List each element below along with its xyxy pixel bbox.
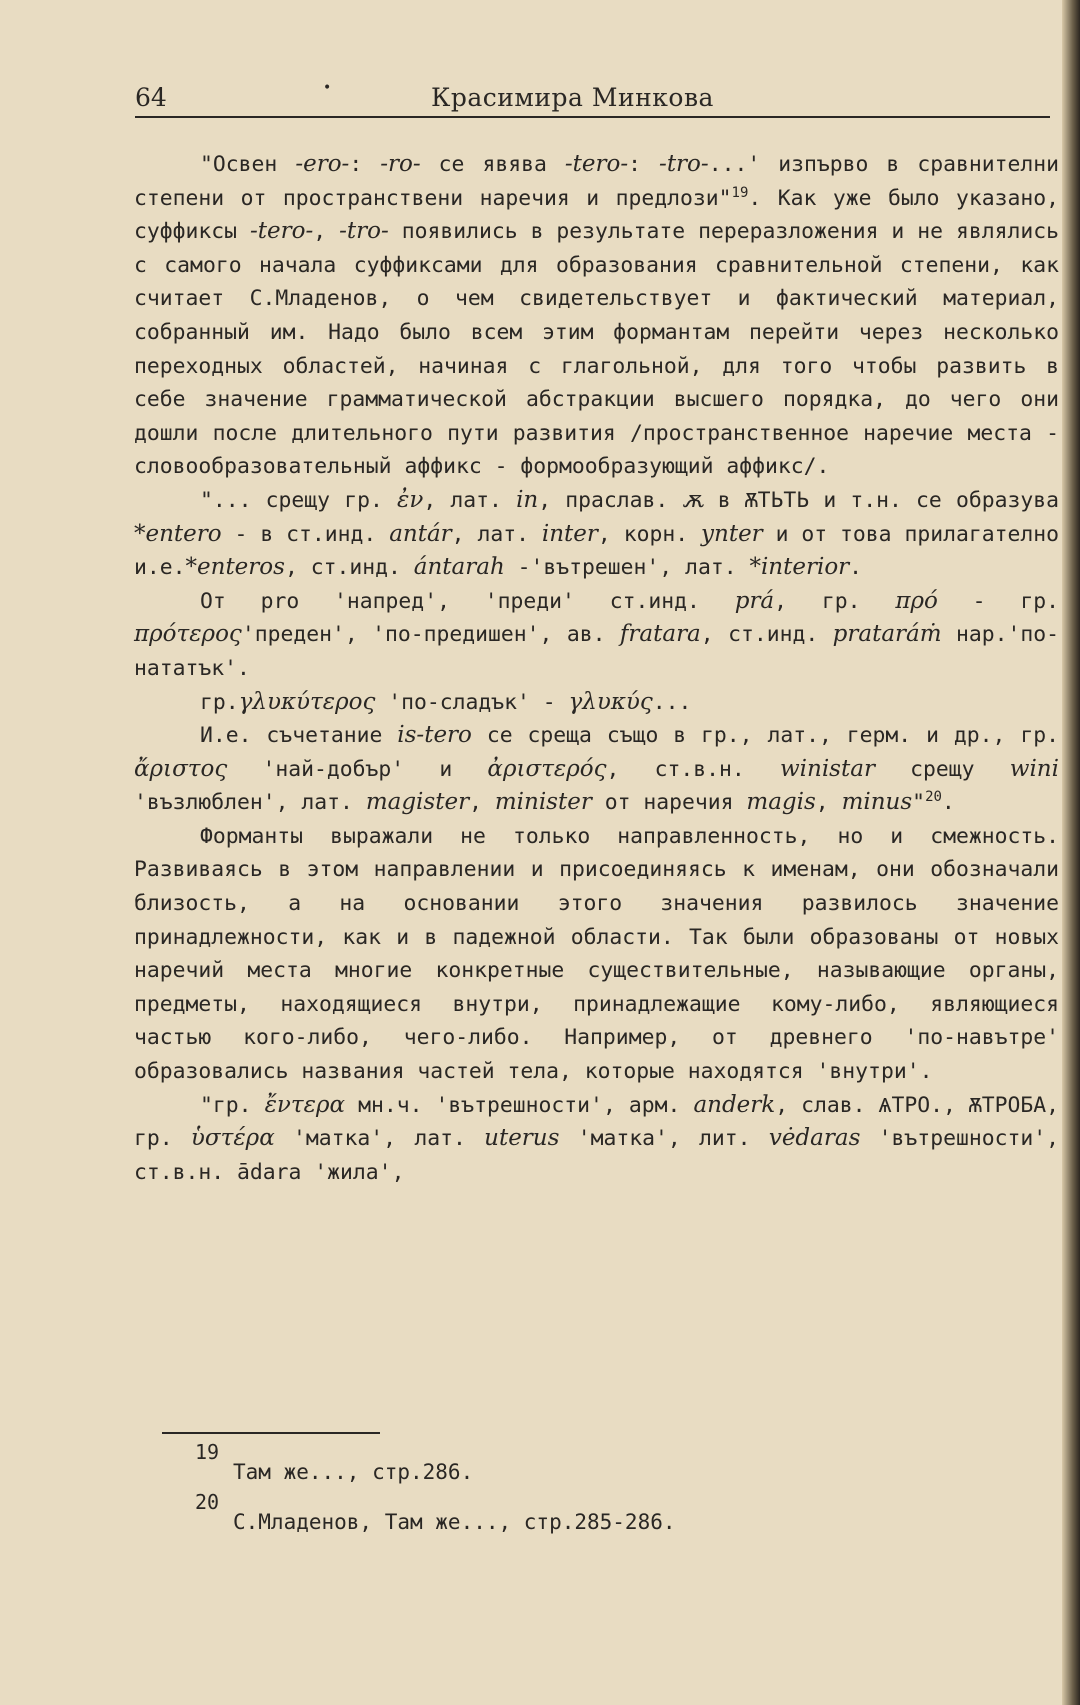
text-run: се среща също в гр., лат., герм. и др., гр.	[471, 723, 1059, 749]
handwritten-term: ἐν	[397, 486, 424, 513]
text-run: гр.	[200, 689, 239, 715]
text-run: "Освен	[200, 152, 296, 177]
handwritten-term: ἔντερα	[264, 1091, 346, 1118]
text-run: ...' изпърво в сравнителни степени от пространствени наречия и предлози"	[134, 152, 1059, 211]
handwritten-term: ynter	[701, 520, 763, 547]
handwritten-term: vėdaras	[768, 1125, 861, 1152]
handwritten-term: πρό	[895, 587, 938, 614]
text-run: "	[912, 790, 926, 816]
text-run: появились в результате переразложения и не являлись с самого начала суффиксами для образования сравнительной степени, как считает С.Младенов, о чем свидетельствует и фактический материал, собранный им. Надо было всем этим формантам перейти через несколько переходных областей, начиная с глагольной, для того чтобы развить в себе значение грамматической абстракции высшего порядка, до чего они дошли после длительного пути развития /пространственное наречие места - словообразовательный аффикс - формообразующий аффикс/.	[134, 219, 1059, 480]
text-run: нар.'по-нататък'.	[134, 622, 1059, 681]
handwritten-term: ѫ	[682, 486, 704, 513]
handwritten-term: πρότερος	[134, 621, 242, 648]
handwritten-term: antár	[389, 520, 452, 547]
text-run: , гр.	[774, 588, 896, 614]
handwritten-term: -ro-	[380, 151, 421, 177]
handwritten-term: minister	[494, 789, 592, 816]
handwritten-term: -tro-	[339, 218, 389, 245]
text-run: и от това прилагателно и.е.	[134, 521, 1060, 581]
text-run: 'матка', лит.	[559, 1126, 769, 1152]
handwritten-term: *enteros	[185, 554, 285, 581]
body-text	[134, 148, 1059, 1189]
handwritten-term: uterus	[484, 1125, 560, 1152]
handwritten-term: minus	[841, 789, 913, 816]
handwritten-term: is-tero	[397, 722, 472, 749]
text-run: , ст.инд.	[700, 622, 833, 648]
page-number: 64	[135, 83, 167, 112]
handwritten-term: magis	[746, 789, 816, 816]
handwritten-term: anderk	[693, 1091, 776, 1118]
header-dot: •	[323, 80, 332, 96]
paragraph-p2	[134, 484, 1059, 585]
handwritten-term: wini	[1009, 755, 1059, 782]
text-run: 'по-сладък' -	[375, 689, 569, 715]
text-run: :	[628, 152, 660, 177]
text-run: "... срещу гр.	[200, 487, 398, 513]
handwritten-term: -tro-	[659, 151, 709, 177]
paragraph-p7	[134, 1089, 1059, 1190]
handwritten-term: *interior	[749, 554, 850, 581]
handwritten-term: ὑστέρα	[190, 1125, 275, 1152]
handwritten-term: ἄριστος	[134, 755, 228, 782]
text-run: , лат.	[423, 487, 517, 513]
text-run: "гр.	[200, 1092, 265, 1118]
footnote-ref: 20	[925, 789, 942, 806]
footnote-rule	[162, 1432, 380, 1434]
page-edge-shadow	[1062, 0, 1080, 1705]
text-run: 'възлюблен', лат.	[134, 790, 366, 816]
handwritten-term: magister	[365, 789, 470, 816]
text-run: , праслав.	[538, 487, 683, 513]
text-run: 'матка', лат.	[274, 1126, 485, 1152]
footnote-text: Там же..., стр.286.	[233, 1460, 474, 1484]
text-run: срещу	[874, 756, 1010, 782]
text-run: Форманты выражали не только направленность, но и смежность. Развиваясь в этом направлении и присоединяясь к именам, они обозначали близость, а на основании этого значения развилось значение принадлежности, как и в падежной области. Так были образованы от новых наречий места многие конкретные существительные, называющие органы, предметы, находящиеся внутри, принадлежащие кому-либо, являющиеся частью кого-либо, чего-либо. Например, от древнего 'по-навътре' образовались названия частей тела, которые находятся 'внутри'.	[134, 823, 1059, 1085]
text-run: .	[941, 790, 955, 816]
handwritten-term: -tero-	[250, 218, 314, 245]
text-run: - в ст.инд.	[221, 521, 390, 547]
handwritten-term: inter	[541, 520, 598, 547]
paragraph-p1	[134, 148, 1059, 484]
paragraph-p4	[134, 686, 1059, 720]
running-header	[135, 80, 1050, 118]
handwritten-term: *entero	[134, 520, 222, 547]
text-run: :	[349, 152, 381, 177]
handwritten-term: fratara	[619, 621, 701, 648]
running-head-author: Красимира Минкова	[431, 83, 714, 112]
text-run: ,	[469, 790, 495, 816]
handwritten-term: prataráṁ	[832, 621, 942, 648]
footnote-number: 20	[195, 1490, 220, 1514]
paragraph-p5	[134, 719, 1059, 820]
handwritten-term: in	[516, 486, 539, 513]
text-run: И.е. съчетание	[200, 723, 398, 749]
text-run: , слав. ѦТРО., ѪТРОБА, гр.	[134, 1092, 1059, 1152]
handwritten-term: γλυκύς	[568, 688, 653, 715]
text-run: , корн.	[597, 521, 702, 547]
paragraph-p3	[134, 585, 1059, 686]
footnote-text: С.Младенов, Там же..., стр.285-286.	[233, 1510, 676, 1534]
text-run: 'най-добър' и	[227, 756, 488, 782]
text-run: . Как уже было указано, суффиксы	[134, 185, 1059, 245]
text-run: , лат.	[451, 521, 542, 547]
footnote-number: 19	[195, 1440, 220, 1464]
handwritten-term: winistar	[779, 755, 875, 782]
text-run: мн.ч. 'вътрешности', арм.	[345, 1092, 694, 1118]
text-run: .	[849, 555, 863, 581]
text-run: , ст.инд.	[284, 555, 414, 581]
handwritten-term: prá	[734, 587, 775, 614]
handwritten-term: γλυκύτερος	[238, 688, 376, 715]
footnote-ref: 19	[731, 184, 749, 201]
text-run: -'вътрешен', лат.	[504, 555, 750, 581]
text-run: - гр.	[937, 588, 1059, 614]
text-run: в ѪТЬТЬ и т.н. се образува	[703, 487, 1059, 513]
text-run: ...	[652, 689, 692, 715]
text-run: ,	[815, 790, 842, 816]
handwritten-term: ántarah	[413, 554, 505, 581]
text-run: 'преден', 'по-предишен', ав.	[241, 622, 620, 648]
text-run: от наречия	[591, 790, 747, 816]
text-run: ,	[313, 219, 340, 245]
text-run: 'вътрешности', ст.в.н. ādara 'жила',	[134, 1126, 1059, 1185]
handwritten-term: -ero-	[295, 151, 350, 177]
paragraph-p6	[134, 820, 1059, 1089]
handwritten-term: ἀριστερός	[487, 755, 607, 782]
text-run: От pro 'напред', 'преди' ст.инд.	[200, 588, 735, 614]
text-run: се явява	[420, 152, 565, 177]
text-run: , ст.в.н.	[606, 756, 780, 782]
handwritten-term: -tero-	[564, 151, 629, 177]
